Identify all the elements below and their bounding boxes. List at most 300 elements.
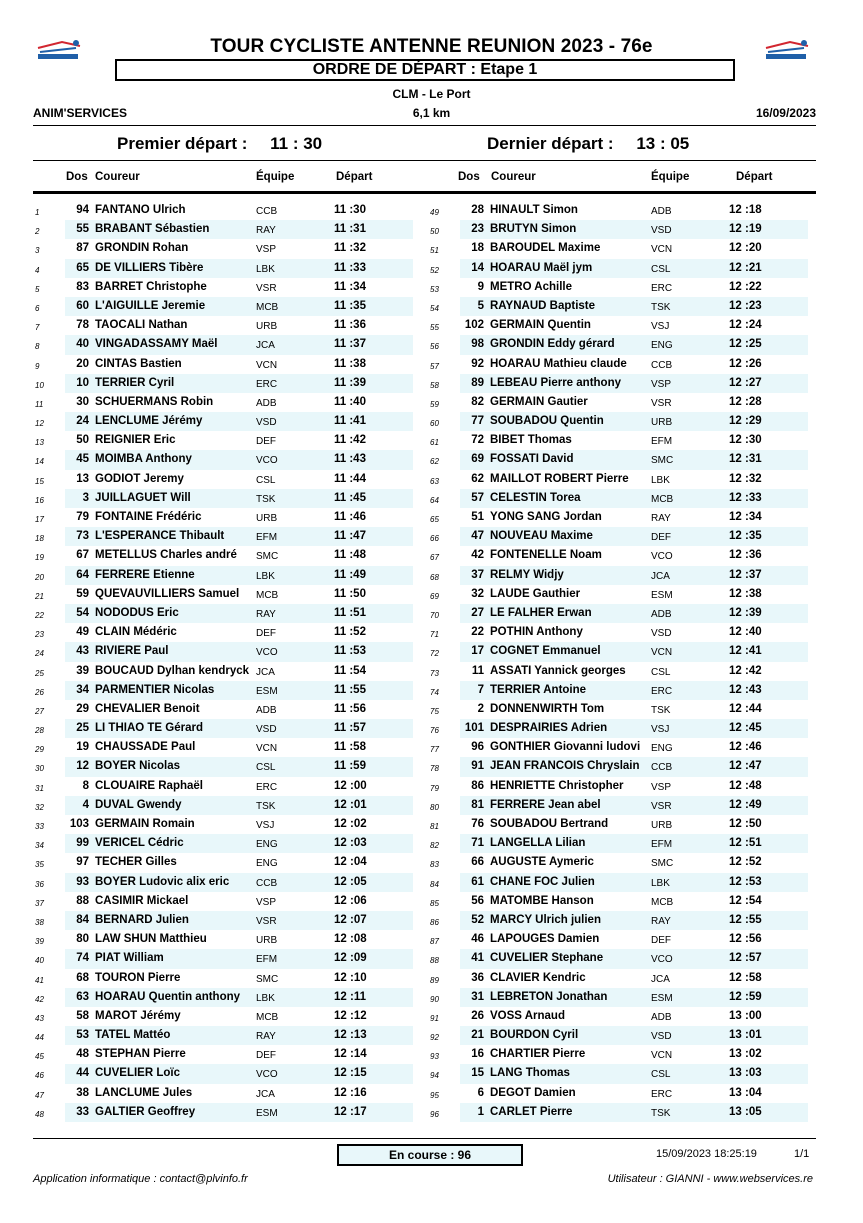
table-row <box>33 470 433 489</box>
start-time: 11 :46 <box>334 511 366 523</box>
row-number: 59 <box>430 399 439 409</box>
rider-name: FONTENELLE Noam <box>490 549 602 562</box>
user-credit: Utilisateur : GIANNI - www.webservices.re <box>607 1173 813 1185</box>
table-row <box>428 566 828 585</box>
table-row <box>428 1084 828 1103</box>
row-number: 96 <box>430 1109 439 1119</box>
team-code: TSK <box>256 800 276 812</box>
start-time: 12 :15 <box>334 1067 367 1080</box>
start-time: 11 :33 <box>334 261 366 274</box>
row-number: 83 <box>430 860 439 870</box>
team-code: LBK <box>256 263 275 275</box>
start-time: 11 :37 <box>334 338 366 351</box>
team-code: VSD <box>651 225 672 237</box>
table-row <box>33 757 433 776</box>
table-row <box>33 719 433 738</box>
table-row <box>33 988 433 1007</box>
row-number: 14 <box>35 457 44 467</box>
start-time: 11 :47 <box>334 530 366 543</box>
row-number: 86 <box>430 917 439 927</box>
table-row <box>33 355 433 374</box>
table-row <box>428 949 828 968</box>
rider-name: FERRERE Etienne <box>95 568 195 581</box>
team-code: DEF <box>256 1050 276 1062</box>
row-number: 17 <box>35 515 44 524</box>
table-row <box>428 700 828 719</box>
app-credit: Application informatique : contact@plvinfo.fr <box>33 1173 248 1185</box>
bib-number: 44 <box>76 1067 89 1080</box>
bib-number: 76 <box>471 818 484 830</box>
bib-number: 20 <box>76 357 89 370</box>
start-time: 12 :56 <box>729 933 762 946</box>
team-code: VCO <box>651 551 673 563</box>
table-row <box>33 297 433 316</box>
bib-number: 61 <box>471 875 484 888</box>
row-number: 53 <box>430 284 439 294</box>
rider-name: CHARTIER Pierre <box>490 1048 586 1061</box>
rider-name: JUILLAGUET Will <box>95 491 191 504</box>
team-code: MCB <box>256 589 279 601</box>
row-number: 37 <box>35 898 44 908</box>
table-row <box>33 911 433 930</box>
row-number: 20 <box>35 572 44 582</box>
bib-number: 73 <box>76 530 89 543</box>
rider-name: BOURDON Cyril <box>490 1029 579 1042</box>
document-title: TOUR CYCLISTE ANTENNE REUNION 2023 - 76e <box>210 36 653 57</box>
table-row <box>428 873 828 892</box>
start-time: 11 :45 <box>334 491 366 504</box>
table-row <box>428 815 828 834</box>
col-rider-left: Coureur <box>95 171 140 183</box>
bib-number: 52 <box>471 913 484 926</box>
start-time: 11 :39 <box>334 376 366 389</box>
table-row <box>428 316 828 335</box>
row-number: 22 <box>35 610 44 620</box>
rider-name: LI THIAO TE Gérard <box>95 722 203 735</box>
rider-name: CASIMIR Mickael <box>95 894 189 907</box>
bib-number: 2 <box>477 702 484 715</box>
start-time: 12 :26 <box>729 357 762 370</box>
rider-name: CHAUSSADE Paul <box>95 741 196 754</box>
team-code: VSJ <box>651 724 670 736</box>
start-time: 11 :42 <box>334 434 366 447</box>
team-code: ERC <box>256 378 278 390</box>
table-row <box>33 508 433 527</box>
bib-number: 71 <box>471 837 484 850</box>
table-row <box>428 930 828 949</box>
first-start-label: Premier départ : <box>117 134 248 153</box>
team-code: LBK <box>651 877 670 889</box>
rider-name: CLAIN Médéric <box>95 626 177 639</box>
rider-name: JEAN FRANCOIS Chryslain <box>490 760 640 773</box>
col-team-left: Équipe <box>256 171 295 183</box>
bib-number: 48 <box>76 1048 89 1061</box>
start-time: 12 :18 <box>729 204 762 216</box>
rider-name: LANG Thomas <box>490 1067 570 1080</box>
table-row <box>33 949 433 968</box>
row-number: 2 <box>35 227 40 237</box>
rider-name: LAW SHUN Matthieu <box>95 933 207 946</box>
start-time: 12 :58 <box>729 971 762 984</box>
bib-number: 25 <box>76 722 89 735</box>
start-time: 11 :31 <box>334 223 366 236</box>
team-code: URB <box>651 417 673 429</box>
rider-name: DONNENWIRTH Tom <box>490 702 605 715</box>
team-code: VSP <box>651 378 672 390</box>
row-number: 19 <box>35 553 44 563</box>
table-row <box>428 489 828 508</box>
rider-name: DEGOT Damien <box>490 1086 576 1099</box>
team-code: SMC <box>256 551 279 563</box>
bib-number: 66 <box>471 856 484 869</box>
table-row <box>428 546 828 565</box>
team-code: EFM <box>651 839 673 851</box>
start-time: 12 :08 <box>334 933 367 946</box>
bib-number: 80 <box>76 933 89 946</box>
team-code: DEF <box>256 628 276 640</box>
team-code: VSR <box>651 397 672 409</box>
rider-name: LEBEAU Pierre anthony <box>490 376 621 389</box>
rider-name: METELLUS Charles andré <box>95 549 237 562</box>
team-code: JCA <box>651 973 670 985</box>
table-row <box>33 393 433 412</box>
table-row <box>33 220 433 239</box>
start-time: 12 :00 <box>334 779 367 792</box>
bib-number: 38 <box>76 1086 89 1099</box>
table-row <box>428 719 828 738</box>
footer-divider <box>33 1138 816 1139</box>
bib-number: 50 <box>76 434 89 447</box>
team-code: SMC <box>651 455 674 467</box>
bib-number: 53 <box>76 1029 89 1042</box>
start-time: 11 :55 <box>334 683 366 696</box>
rider-name: YONG SANG Jordan <box>490 511 602 523</box>
team-code: VSR <box>256 282 277 294</box>
rider-name: RELMY Widjy <box>490 568 564 581</box>
start-time: 11 :48 <box>334 549 366 562</box>
bib-number: 93 <box>76 875 89 888</box>
table-row <box>428 796 828 815</box>
row-number: 15 <box>35 476 44 486</box>
bib-number: 26 <box>471 1009 484 1022</box>
rider-name: RAYNAUD Baptiste <box>490 299 596 312</box>
team-code: VSD <box>651 1031 672 1043</box>
table-row <box>428 355 828 374</box>
table-row <box>428 1064 828 1083</box>
bib-number: 54 <box>76 606 89 619</box>
start-time: 12 :30 <box>729 434 762 447</box>
table-row <box>428 777 828 796</box>
row-number: 64 <box>430 495 439 505</box>
team-code: ERC <box>651 1088 673 1100</box>
start-time: 11 :49 <box>334 568 366 581</box>
row-number: 79 <box>430 783 439 793</box>
bib-number: 101 <box>464 722 484 735</box>
start-time: 12 :25 <box>729 338 762 351</box>
rider-name: HOARAU Quentin anthony <box>95 990 241 1003</box>
rider-name: L'AIGUILLE Jeremie <box>95 299 206 312</box>
table-row <box>428 239 828 258</box>
table-row <box>428 662 828 681</box>
start-time: 12 :03 <box>334 837 367 850</box>
row-number: 40 <box>35 956 44 966</box>
table-row <box>33 1064 433 1083</box>
start-time: 12 :40 <box>729 626 762 639</box>
rider-name: MAILLOT ROBERT Pierre <box>490 472 629 485</box>
team-code: CCB <box>651 762 673 774</box>
row-number: 75 <box>430 706 439 716</box>
team-code: CSL <box>651 263 671 275</box>
bib-number: 1 <box>477 1105 484 1118</box>
row-number: 56 <box>430 342 439 352</box>
rider-name: BOYER Ludovic alix eric <box>95 875 230 888</box>
start-time: 12 :11 <box>334 990 366 1003</box>
rider-name: VERICEL Cédric <box>95 837 184 850</box>
start-time: 12 :21 <box>729 261 762 274</box>
team-code: ADB <box>256 704 277 716</box>
row-number: 63 <box>430 476 439 486</box>
col-rider-right: Coureur <box>491 171 536 183</box>
last-start <box>487 134 689 154</box>
rider-name: TOURON Pierre <box>95 971 181 984</box>
rider-name: HINAULT Simon <box>490 204 578 216</box>
team-code: VSP <box>256 244 277 256</box>
start-time: 11 :52 <box>334 626 366 639</box>
team-code: CCB <box>651 359 673 371</box>
row-number: 13 <box>35 438 44 448</box>
table-row <box>428 278 828 297</box>
start-time: 11 :51 <box>334 606 366 619</box>
row-number: 88 <box>430 956 439 966</box>
rider-name: GRONDIN Eddy gérard <box>490 338 615 351</box>
start-time: 12 :31 <box>729 453 762 466</box>
bib-number: 11 <box>471 664 484 677</box>
bib-number: 99 <box>76 837 89 850</box>
row-number: 68 <box>430 572 439 582</box>
team-code: MCB <box>651 493 674 505</box>
table-row <box>33 585 433 604</box>
table-row <box>33 1103 433 1122</box>
start-time: 11 :43 <box>334 453 366 466</box>
table-row <box>33 642 433 661</box>
bib-number: 79 <box>76 511 89 523</box>
row-number: 67 <box>430 553 439 563</box>
bib-number: 33 <box>76 1105 89 1118</box>
team-code: TSK <box>256 493 276 505</box>
bib-number: 91 <box>471 760 484 773</box>
header-divider <box>33 125 816 126</box>
rider-name: HENRIETTE Christopher <box>490 779 624 792</box>
table-row <box>428 1103 828 1122</box>
row-number: 84 <box>430 879 439 889</box>
col-dos-left: Dos <box>66 171 88 183</box>
bib-number: 21 <box>471 1029 484 1042</box>
row-number: 81 <box>430 822 439 831</box>
rider-name: GERMAIN Romain <box>95 818 195 830</box>
start-time: 12 :28 <box>729 395 762 408</box>
table-row <box>33 489 433 508</box>
row-number: 35 <box>35 860 44 870</box>
bib-number: 56 <box>471 894 484 907</box>
bib-number: 72 <box>471 434 484 447</box>
rider-name: SOUBADOU Bertrand <box>490 818 609 830</box>
bib-number: 62 <box>471 472 484 485</box>
start-time: 12 :36 <box>729 549 762 562</box>
rider-name: LAUDE Gauthier <box>490 587 581 600</box>
table-row <box>428 738 828 757</box>
rider-name: METRO Achille <box>490 280 572 293</box>
team-code: EFM <box>256 532 278 544</box>
row-number: 41 <box>35 975 44 985</box>
start-time: 12 :42 <box>729 664 762 677</box>
bib-number: 37 <box>471 568 484 581</box>
start-time: 11 :57 <box>334 722 366 735</box>
bib-number: 15 <box>471 1067 484 1080</box>
team-code: VCO <box>256 1069 278 1081</box>
table-header-divider <box>33 191 816 194</box>
team-code: ESM <box>256 685 278 697</box>
printed-timestamp: 15/09/2023 18:25:19 <box>656 1148 757 1160</box>
row-number: 3 <box>35 246 40 256</box>
rider-name: CUVELIER Loïc <box>95 1067 180 1080</box>
start-time: 11 :32 <box>334 242 366 255</box>
table-row <box>428 431 828 450</box>
table-row <box>428 220 828 239</box>
row-number: 87 <box>430 937 439 947</box>
table-row <box>33 566 433 585</box>
row-number: 8 <box>35 342 40 352</box>
row-number: 34 <box>35 841 44 851</box>
team-code: VSD <box>256 724 277 736</box>
row-number: 11 <box>35 399 44 409</box>
table-row <box>33 873 433 892</box>
row-number: 69 <box>430 591 439 601</box>
team-code: ERC <box>651 282 673 294</box>
times-divider <box>33 160 816 161</box>
row-number: 33 <box>35 822 44 831</box>
rider-name: VINGADASSAMY Maël <box>95 338 218 351</box>
row-number: 90 <box>430 994 439 1004</box>
team-code: URB <box>256 321 278 333</box>
table-row <box>33 239 433 258</box>
rider-name: VOSS Arnaud <box>490 1009 565 1022</box>
table-row <box>33 892 433 911</box>
table-row <box>33 259 433 278</box>
row-number: 51 <box>430 246 439 256</box>
table-row <box>428 201 828 220</box>
row-number: 43 <box>35 1013 44 1023</box>
rider-name: FONTAINE Frédéric <box>95 511 202 523</box>
rider-name: FANTANO Ulrich <box>95 204 186 216</box>
start-time: 12 :02 <box>334 818 367 830</box>
riders-in-race: En course : 96 <box>337 1144 523 1166</box>
team-code: ENG <box>651 340 673 352</box>
table-row <box>33 604 433 623</box>
bib-number: 86 <box>471 779 484 792</box>
team-code: CSL <box>256 474 276 486</box>
table-row <box>33 1026 433 1045</box>
bib-number: 22 <box>471 626 484 639</box>
start-time: 13 :01 <box>729 1029 762 1042</box>
team-code: CSL <box>256 762 276 774</box>
bib-number: 10 <box>76 376 89 389</box>
table-row <box>428 374 828 393</box>
row-number: 74 <box>430 687 439 697</box>
start-time: 12 :48 <box>729 779 762 792</box>
table-row <box>428 393 828 412</box>
rider-name: GONTHIER Giovanni ludovi <box>490 741 641 754</box>
rider-name: SOUBADOU Quentin <box>490 415 604 428</box>
team-code: JCA <box>256 340 275 352</box>
bib-number: 78 <box>76 319 89 332</box>
rider-name: TAOCALI Nathan <box>95 319 188 332</box>
bib-number: 55 <box>76 223 89 236</box>
bib-number: 23 <box>471 223 484 236</box>
table-row <box>33 623 433 642</box>
table-row <box>428 681 828 700</box>
row-number: 58 <box>430 380 439 390</box>
table-row <box>428 412 828 431</box>
table-row <box>33 546 433 565</box>
bib-number: 32 <box>471 587 484 600</box>
rider-name: MAROT Jérémy <box>95 1009 181 1022</box>
rider-name: TERRIER Cyril <box>95 376 175 389</box>
start-time: 12 :13 <box>334 1029 367 1042</box>
row-number: 72 <box>430 649 439 659</box>
team-code: RAY <box>256 225 276 237</box>
start-time: 12 :50 <box>729 818 762 830</box>
bib-number: 49 <box>76 626 89 639</box>
start-time: 12 :41 <box>729 645 762 658</box>
last-start-label: Dernier départ : <box>487 134 614 153</box>
last-start-time: 13 : 05 <box>636 134 690 153</box>
rider-name: NOUVEAU Maxime <box>490 530 593 543</box>
bib-number: 30 <box>76 395 89 408</box>
rider-name: FOSSATI David <box>490 453 574 466</box>
row-number: 12 <box>35 419 44 429</box>
start-time: 12 :59 <box>729 990 762 1003</box>
table-row <box>428 297 828 316</box>
row-number: 70 <box>430 610 439 620</box>
start-time: 11 :38 <box>334 357 366 370</box>
start-time: 11 :35 <box>334 299 366 312</box>
bib-number: 88 <box>76 894 89 907</box>
rider-name: GODIOT Jeremy <box>95 472 184 485</box>
team-code: JCA <box>651 570 670 582</box>
bib-number: 65 <box>76 261 89 274</box>
row-number: 30 <box>35 764 44 774</box>
bib-number: 36 <box>471 971 484 984</box>
start-time: 12 :52 <box>729 856 762 869</box>
bib-number: 34 <box>76 683 89 696</box>
first-start-time: 11 : 30 <box>270 134 323 153</box>
rider-name: BAROUDEL Maxime <box>490 242 601 255</box>
bib-number: 60 <box>76 299 89 312</box>
table-row <box>33 853 433 872</box>
table-row <box>428 892 828 911</box>
start-time: 12 :27 <box>729 376 762 389</box>
start-time: 12 :16 <box>334 1086 367 1099</box>
rider-name: BIBET Thomas <box>490 434 572 447</box>
start-time: 12 :44 <box>729 702 762 715</box>
row-number: 24 <box>35 649 44 659</box>
rider-name: DESPRAIRIES Adrien <box>490 722 608 735</box>
page-count: 1/1 <box>794 1148 810 1160</box>
team-code: VCN <box>651 244 673 256</box>
team-code: MCB <box>651 896 674 908</box>
team-code: ERC <box>651 685 673 697</box>
bib-number: 45 <box>76 453 89 466</box>
